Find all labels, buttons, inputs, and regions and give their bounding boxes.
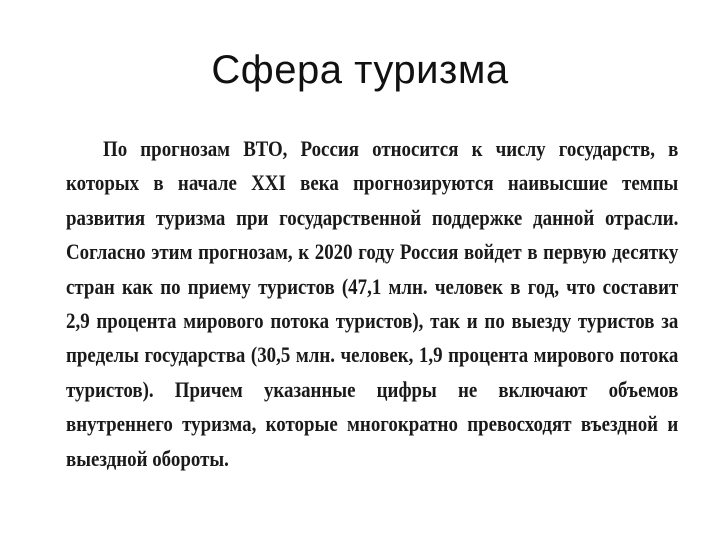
slide-title: Сфера туризма <box>211 48 509 92</box>
body-paragraph: По прогнозам ВТО, Россия относится к числу государств, в которых в начале XXI века прогнозируются наивысшие темпы развития туризма при государственной поддержке данной отрасли. Согласно этим прогнозам, к 2020 году Россия войдет в первую десятку стран как по приему туристов (47,1 млн. человек в год, что составит 2,9 процента мирового потока туристов), так и по выезду туристов за пределы государства (30,5 млн. человек, 1,9 процента мирового потока туристов). Причем указанные цифры не включают объемов внутреннего туризма, которые многократно превосходят въездной и выездной обороты. <box>66 136 679 471</box>
